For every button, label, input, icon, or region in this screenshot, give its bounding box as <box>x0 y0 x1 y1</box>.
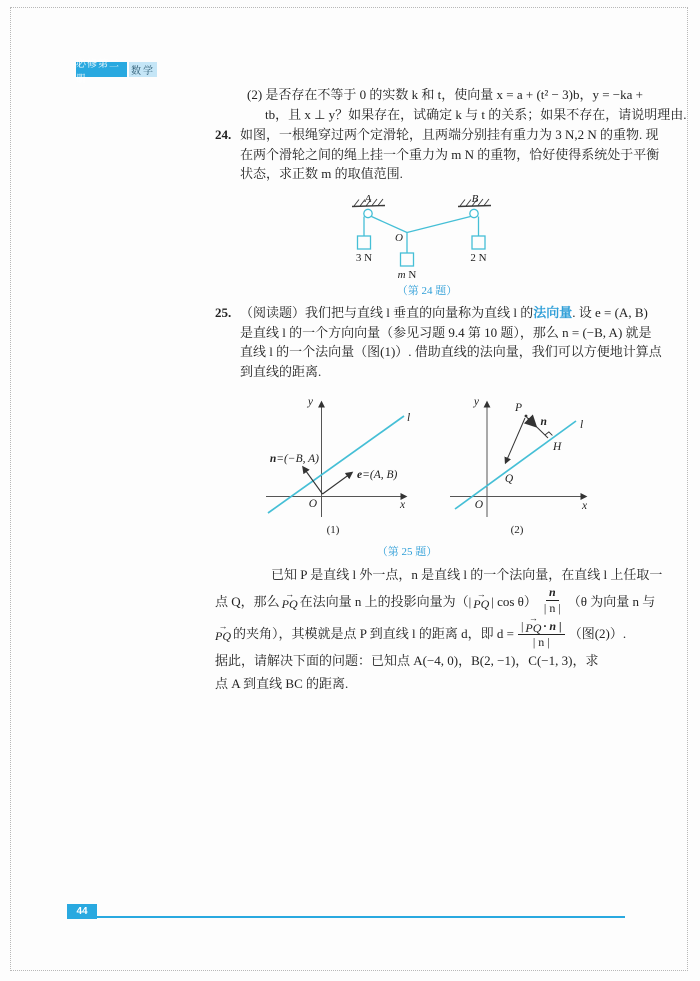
vector-PQ-notation <box>215 622 231 642</box>
vector-arrow: → <box>528 613 538 623</box>
vector-base: PQ <box>473 597 490 611</box>
vector-arrow: → <box>476 589 486 599</box>
problem25-line1-tail: . 设 e = (A, B) <box>572 305 648 320</box>
fraction-numerator <box>518 614 565 635</box>
fraction-numerator: n <box>546 585 559 601</box>
axes <box>450 402 586 517</box>
right-angle-mark <box>545 432 552 436</box>
vector-PQ-notation <box>282 590 298 610</box>
pulley-label-B: B <box>471 193 479 205</box>
ropes <box>355 209 486 266</box>
problem25-line1 <box>240 304 648 321</box>
figure1-number: (1) <box>326 524 340 536</box>
problem24-line3: 状态，求正数 m 的取值范围. <box>240 166 403 181</box>
reading-line2-d: （θ 为向量 n 与 <box>567 593 656 609</box>
reading-line2-a: 点 Q，那么 <box>215 593 280 609</box>
header-volume-badge: 必修第二册 <box>76 62 127 77</box>
figure-1-normal-vector <box>253 393 438 538</box>
header-subject-badge: 数学 <box>129 62 157 77</box>
origin-label: O <box>474 499 483 511</box>
axis-x-label: x <box>582 500 588 512</box>
vector-e-label: e=(A, B) <box>357 469 398 481</box>
line-l <box>455 421 576 509</box>
reading-line3 <box>215 613 627 649</box>
point-P-label: P <box>514 402 522 414</box>
vector-arrow: → <box>285 589 295 599</box>
figure2-number: (2) <box>510 524 524 536</box>
weight-left-label: 3 N <box>355 252 373 264</box>
vector-PQ-notation <box>473 590 489 610</box>
axis-y-label: y <box>473 396 479 408</box>
origin-label: O <box>308 498 317 510</box>
vector-base: PQ <box>281 597 298 611</box>
line-l-label: l <box>407 412 411 424</box>
vector-arrow: → <box>218 621 228 631</box>
vector-base: PQ <box>215 629 231 643</box>
axis-y-label: y <box>307 396 313 408</box>
weight-right-label: 2 N <box>470 252 487 264</box>
problem25-line1-head: （阅读题）我们把与直线 l 垂直的向量称为直线 l 的 <box>240 305 534 320</box>
reading-line2-b: 在法向量 n 上的投影向量为（| <box>299 593 472 609</box>
problem24-line2: 在两个滑轮之间的绳上挂一个重力为 m N 的重物，恰好使得系统处于平衡 <box>240 147 660 162</box>
vector-PQ <box>506 418 526 463</box>
pulley-left <box>364 209 372 217</box>
figure25-caption: （第 25 题） <box>376 546 438 558</box>
problem25-line3: 直线 l 的一个法向量（图(1)）. 借助直线的法向量，我们可以方便地计算点 <box>240 344 662 359</box>
pulley-label-A: A <box>364 193 372 205</box>
pulley-label-O: O <box>395 232 403 244</box>
dot-n-abs: · n | <box>543 619 562 633</box>
point-Q-label: Q <box>504 473 514 485</box>
problem24-line1: 如图，一根绳穿过两个定滑轮，且两端分别挂有重力为 3 N,2 N 的重物. 现 <box>240 127 659 142</box>
reading-line4: 据此，请解决下面的问题：已知点 A(−4, 0)，B(2, −1)，C(−1, 3)，求 <box>215 653 599 668</box>
weight-left-box <box>358 236 371 249</box>
axis-x-label: x <box>400 499 406 511</box>
fraction-denominator: | n | <box>543 600 561 615</box>
fraction-distance-formula <box>518 614 565 650</box>
abs-bar: | <box>520 619 524 633</box>
weight-middle-label: m N <box>397 269 417 281</box>
pulley-figure <box>330 191 530 291</box>
vector-n-label: n <box>540 416 547 428</box>
page-number-badge: 44 <box>67 904 97 919</box>
line-l-label: l <box>580 419 584 431</box>
vector-e <box>323 473 353 495</box>
problem2-line2: tb，且 x ⊥ y？如果存在，试确定 k 与 t 的关系；如果不存在，请说明理由. <box>265 107 687 122</box>
vector-PQ-notation <box>525 614 541 634</box>
problem25-line4: 到直线的距离. <box>240 364 322 379</box>
reading-line2 <box>215 585 655 615</box>
figure-2-distance <box>433 393 613 538</box>
weight-middle-box <box>401 253 414 266</box>
reading-line2-c: | cos θ） <box>491 593 537 609</box>
term-normal-vector: 法向量 <box>533 305 573 320</box>
vector-n <box>528 419 536 427</box>
figure24-caption: （第 24 题） <box>396 285 458 297</box>
pulley-right <box>470 209 478 217</box>
reading-line3-a: 的夹角），其模就是点 P 到直线 l 的距离 d，即 d = <box>233 625 514 641</box>
reading-line3-b: （图(2)）. <box>568 625 627 641</box>
reading-line5: 点 A 到直线 BC 的距离. <box>215 676 349 691</box>
problem25-number: 25. <box>215 305 232 320</box>
fraction-denominator: | n | <box>532 635 550 649</box>
problem2-line1: (2) 是否存在不等于 0 的实数 k 和 t，使向量 x = a + (t² − 3)b，y = −ka + <box>247 87 643 102</box>
vector-n <box>303 467 323 494</box>
vector-base: PQ <box>525 621 542 635</box>
weight-right-box <box>472 236 485 249</box>
reading-line1: 已知 P 是直线 l 外一点，n 是直线 l 的一个法向量，在直线 l 上任取一 <box>271 567 663 582</box>
vector-n-label: n=(−B, A) <box>269 453 319 465</box>
problem25-line2: 是直线 l 的一个方向向量（参见习题 9.4 第 10 题），那么 n = (−B, A) 就是 <box>240 325 652 340</box>
point-H-label: H <box>553 441 562 453</box>
problem24-number: 24. <box>215 127 232 142</box>
footer-rule <box>97 916 625 918</box>
fraction-n-over-abs-n <box>541 585 564 616</box>
